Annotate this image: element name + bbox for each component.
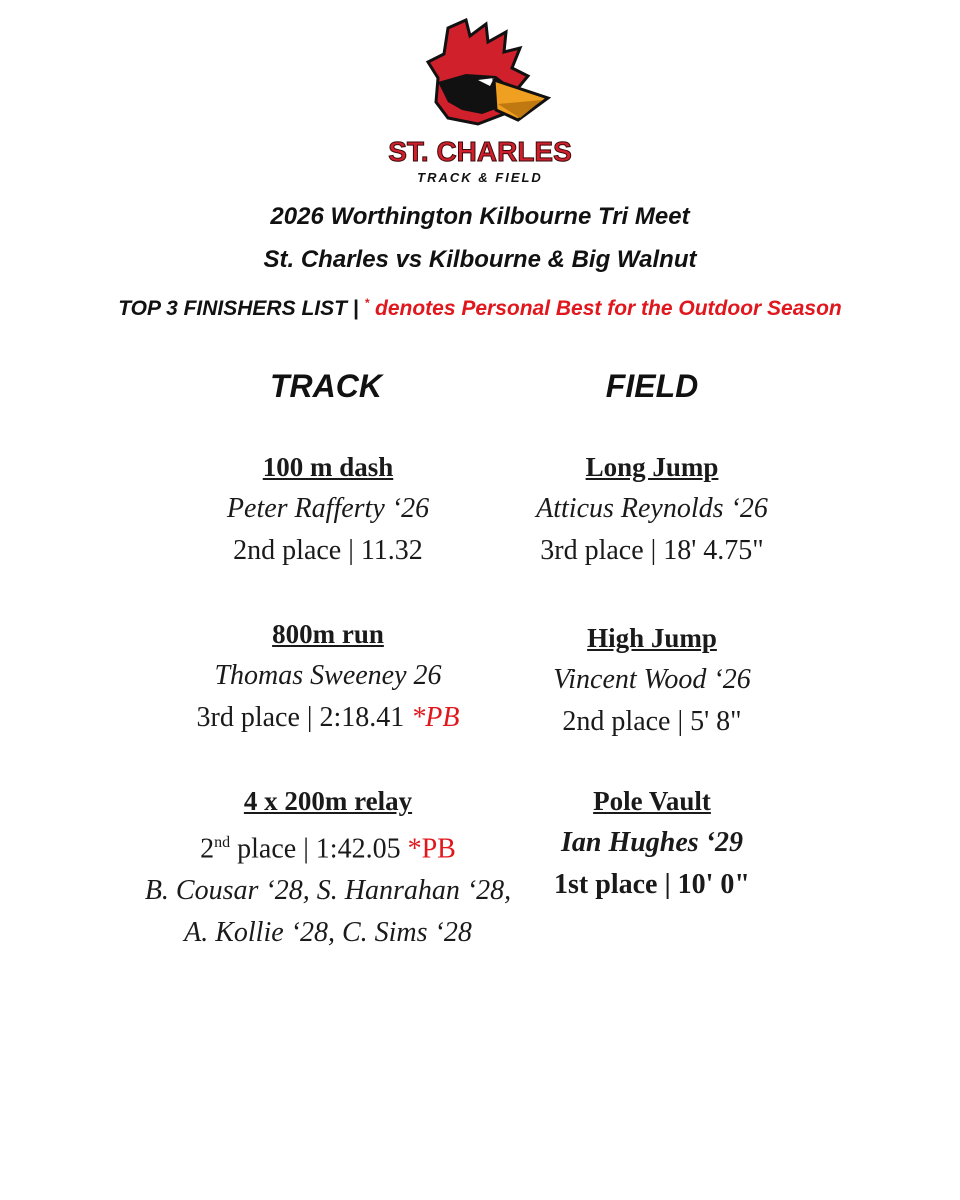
list-label: TOP 3 FINISHERS LIST | [118,297,365,320]
event-high-jump [432,617,872,743]
event-name: Long Jump [585,452,719,482]
event-long-jump [432,446,872,572]
result-text: 3rd place | 2:18.41 [196,702,412,733]
result-text: place | 1:42.05 [230,833,408,865]
event-result: 1st place | 10' 0" [554,869,750,900]
finishers-legend [0,296,960,321]
event-name: Pole Vault [593,786,711,816]
athlete-name: Peter Rafferty ‘26 [226,493,430,524]
event-pole-vault [432,780,872,906]
event-name: 100 m dash [262,452,394,482]
place-number: 2 [200,833,215,865]
athlete-name: Thomas Sweeney 26 [214,660,442,691]
meet-title: 2026 Worthington Kilbourne Tri Meet [270,203,690,230]
team-logo [380,18,580,188]
event-name: 4 x 200m relay [243,786,413,816]
athlete-name: Vincent Wood ‘26 [553,664,751,695]
place-suffix: nd [214,834,231,851]
athlete-name: Ian Hughes ‘29 [560,827,744,858]
track-heading: TRACK [270,368,382,404]
asterisk-mark: * [364,296,370,310]
pb-note: denotes Personal Best for the Outdoor Season [369,297,842,320]
event-result: 2nd place | 5' 8" [562,706,742,737]
event-name: 800m run [272,619,384,649]
event-result: 2nd place | 11.32 [233,535,423,566]
relay-athletes-line1: B. Cousar ‘28, S. Hanrahan ‘28, [144,875,512,907]
pb-badge: *PB [411,702,460,733]
pb-badge: *PB [407,833,456,865]
meet-matchup: St. Charles vs Kilbourne & Big Walnut [263,246,697,273]
event-name: High Jump [587,623,717,653]
field-heading: FIELD [605,368,699,404]
athlete-name: Atticus Reynolds ‘26 [536,493,768,524]
logo-wordmark: ST. CHARLES [388,136,572,167]
logo-subtitle: TRACK & FIELD [417,170,543,185]
cardinal-icon [408,18,552,136]
event-result: 3rd place | 18' 4.75" [540,535,764,566]
relay-athletes-line2: A. Kollie ‘28, C. Sims ‘28 [184,917,472,949]
